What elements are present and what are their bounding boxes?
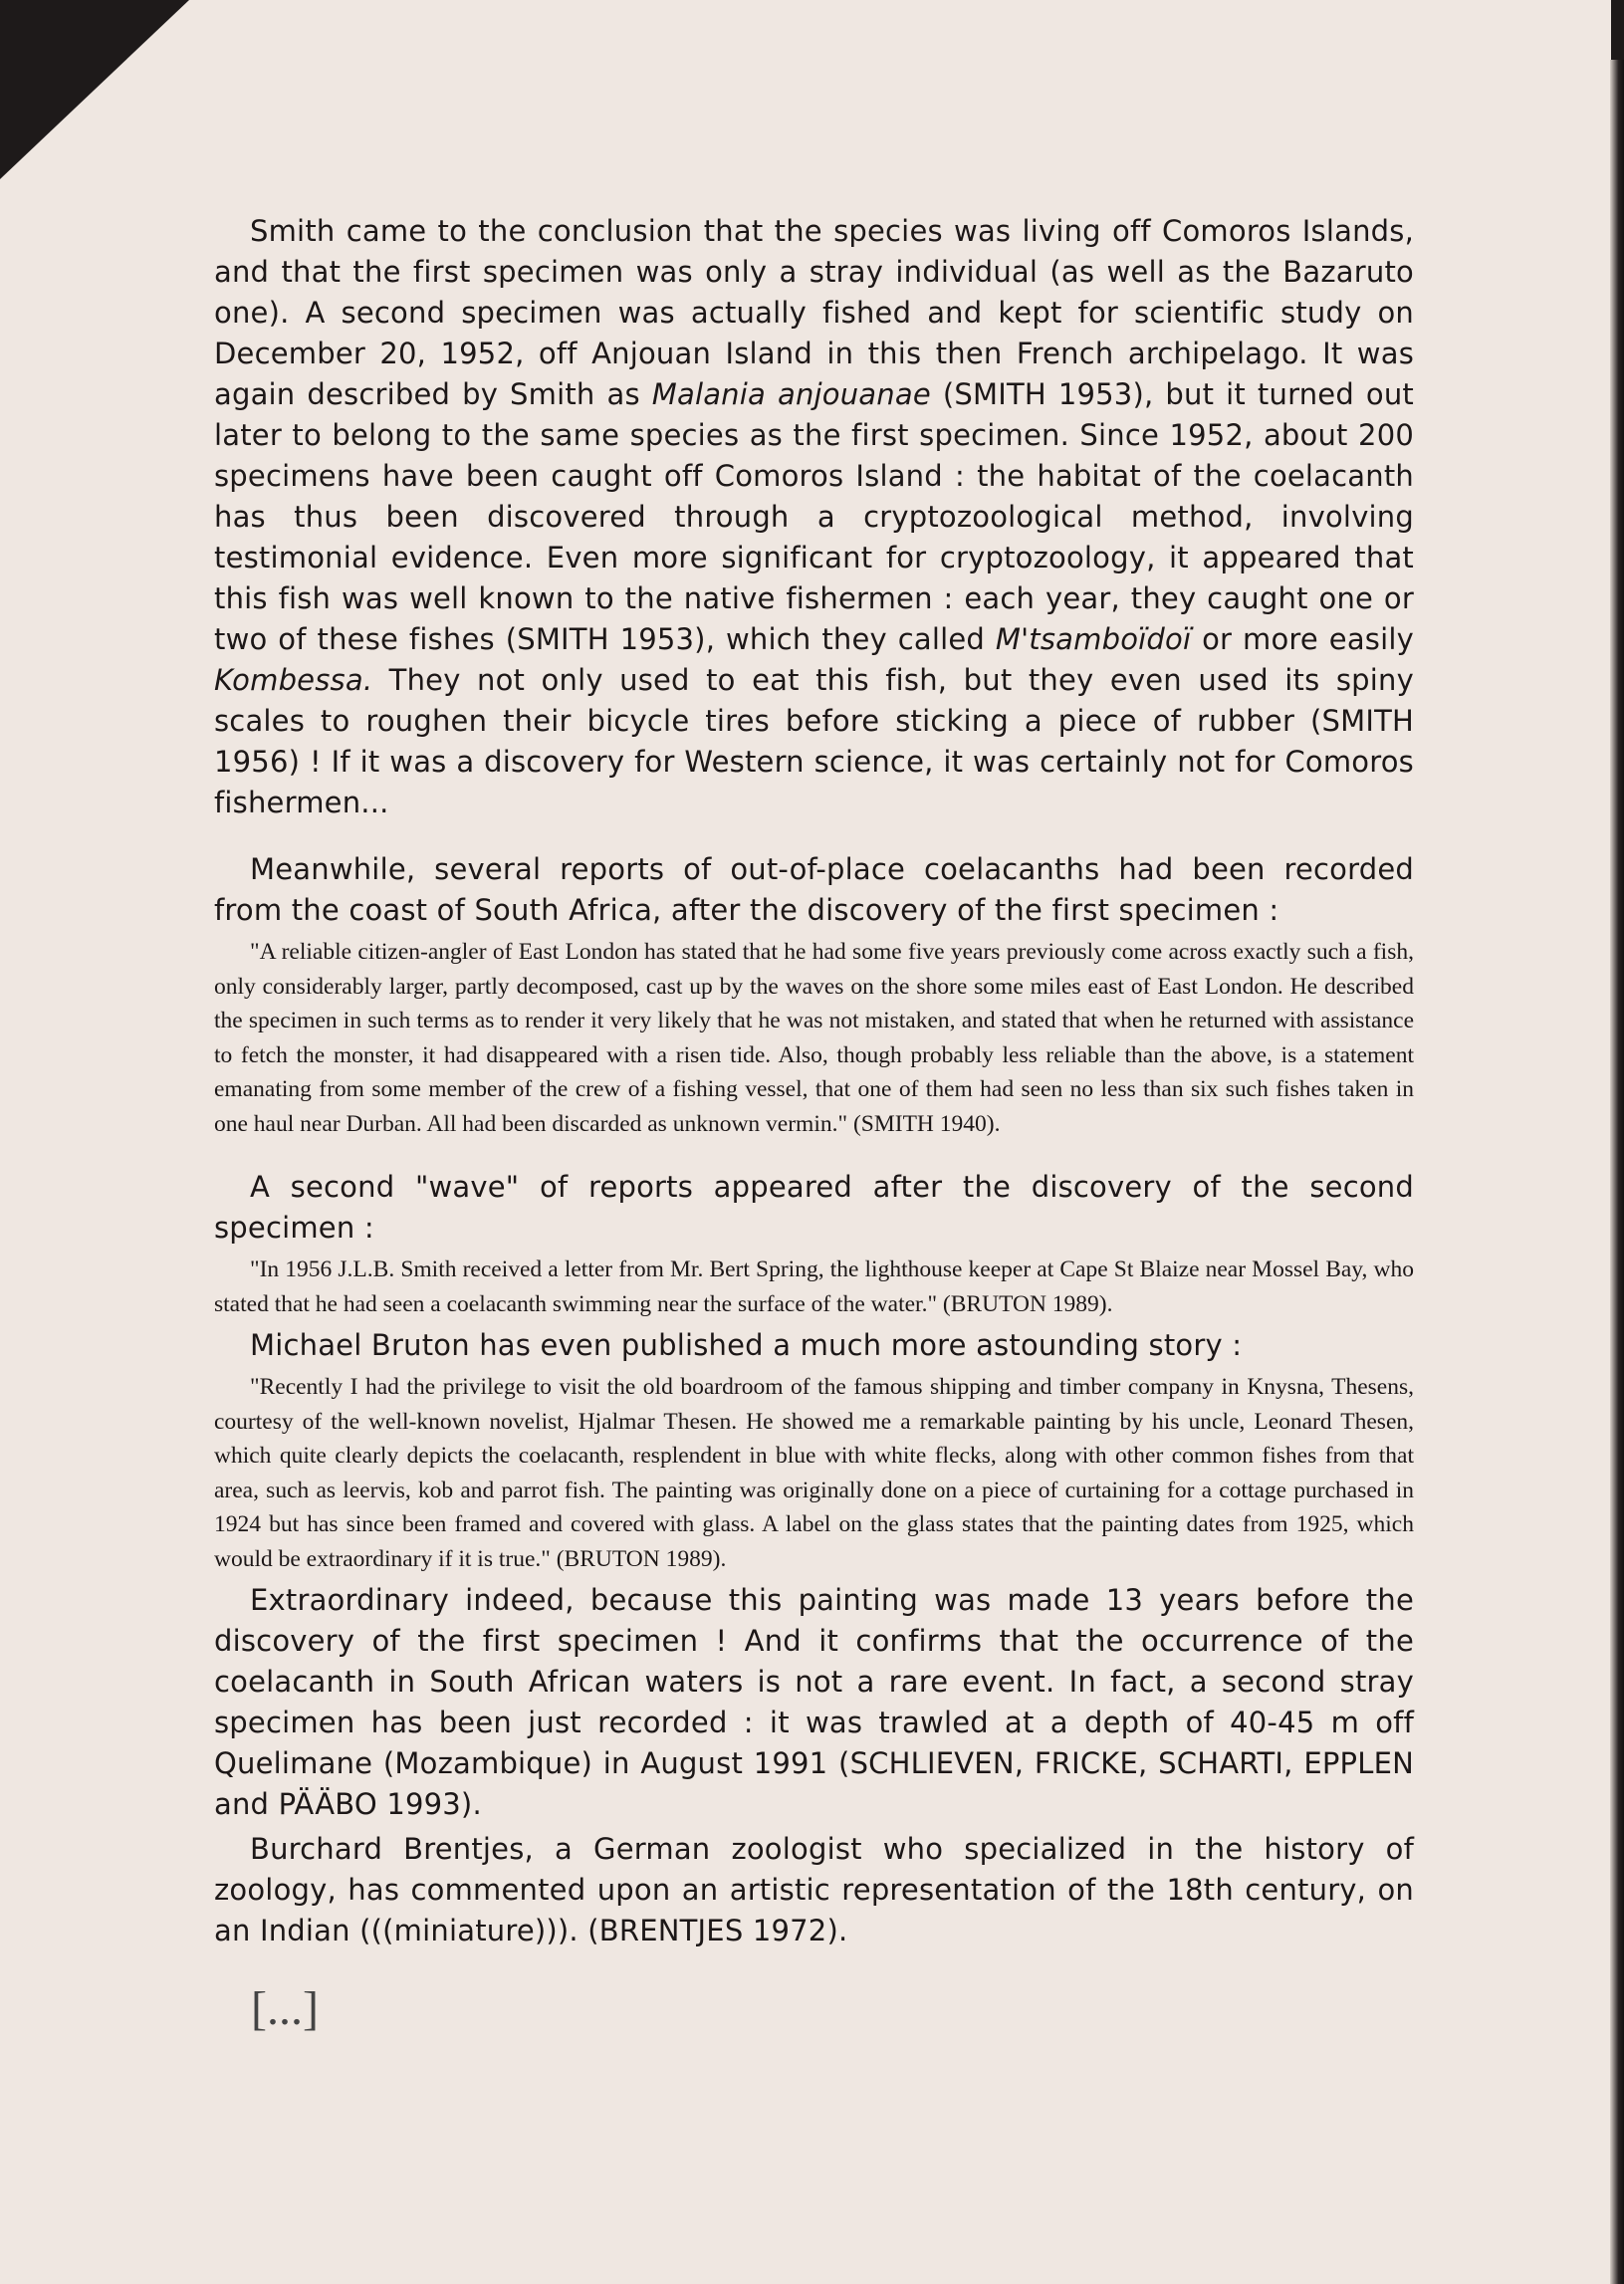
quote-bruton-painting bbox=[214, 1370, 1414, 1576]
text: Extraordinary indeed, because this painting was made 13 years before the discovery of the first specimen ! And it confirms that the occurrence of the coelacanth in South African waters is not a rare event. In fact, a second stray specimen has been just recorded : it was trawled at a depth of 40-45 m off Quelimane (Mozambique) in August 1991 (SCHLIEVEN, FRICKE, SCHARTI, EPPLEN and PÄÄBO 1993). bbox=[214, 1583, 1414, 1821]
quote-bruton-spring bbox=[214, 1253, 1414, 1321]
text: Burchard Brentjes, a German zoologist who specialized in the history of zoology, has commented upon an artistic representation of the 18th century, on an Indian (((miniature))). (BRENTJES 1972). bbox=[214, 1832, 1414, 1947]
text: (SMITH 1953), but it turned out later to belong to the same species as the first specimen. Since 1952, about 200 specimens have been caught off Comoros Island : the habitat of the coelacanth has thus been discovered through a cryptozoological method, involving testimonial evidence. Even more significant for cryptozoology, it appeared that this fish was well known to the native fishermen : each year, they caught one or two of these fishes (SMITH 1953), which they called bbox=[214, 377, 1415, 656]
text: Smith came to the conclusion that the species was living off Comoros Islands, and that the first specimen was only a stray individual (as well as the Bazaruto one). A second specimen was actually fished and kept for scientific study on December 20, 1952, off Anjouan Island in this then French archipelago. It was again described by Smith as bbox=[214, 214, 1414, 411]
text: Meanwhile, several reports of out-of-place coelacanths had been recorded from the coast of South Africa, after the discovery of the first specimen : bbox=[214, 852, 1414, 927]
native-name: M'tsamboïdoï bbox=[995, 622, 1192, 656]
native-name: Kombessa. bbox=[214, 663, 373, 697]
text: They not only used to eat this fish, but they even used its spiny scales to roughen their bicycle tires before sticking a piece of rubber (SMITH 1956) ! If it was a discovery for Western science, it was certainly not for Comoros fishermen... bbox=[214, 663, 1414, 819]
species-name: Malania anjouanae bbox=[651, 377, 931, 411]
text: "A reliable citizen-angler of East London has stated that he had some five years previously come across exactly such a fish, only considerably larger, partly decomposed, cast up by the waves on the shore some miles east of East London. He described the specimen in such terms as to render it very likely that he was not mistaken, and stated that when he returned with assistance to fetch the monster, it had disappeared with a risen tide. Also, though probably less reliable than the above, is a statement emanating from some member of the crew of a fishing vessel, that one of them had seen no less than six such fishes taken in one haul near Durban. All had been discarded as unknown vermin." (SMITH 1940). bbox=[214, 939, 1414, 1137]
paragraph-smith-conclusion bbox=[214, 211, 1414, 823]
text: Michael Bruton has even published a much more astounding story : bbox=[250, 1328, 1243, 1362]
text: or more easily bbox=[1191, 622, 1414, 656]
stacked-pages-edge bbox=[1610, 60, 1624, 2284]
paragraph-meanwhile bbox=[214, 849, 1414, 931]
text: A second "wave" of reports appeared after the discovery of the second specimen : bbox=[214, 1170, 1414, 1245]
paragraph-extraordinary bbox=[214, 1580, 1414, 1825]
handwritten-ellipsis-mark: [...] bbox=[251, 1982, 319, 2035]
paragraph-michael-bruton bbox=[214, 1325, 1414, 1366]
quote-smith-1940 bbox=[214, 935, 1414, 1141]
paragraph-brentjes bbox=[214, 1829, 1414, 1951]
text: "In 1956 J.L.B. Smith received a letter from Mr. Bert Spring, the lighthouse keeper at Cape St Blaize near Mossel Bay, who stated that he had seen a coelacanth swimming near the surface of the water." (BRUTON 1989). bbox=[214, 1256, 1414, 1317]
text: "Recently I had the privilege to visit the old boardroom of the famous shipping and timber company in Knysna, Thesens, courtesy of the well-known novelist, Hjalmar Thesen. He showed me a remarkable painting by his uncle, Leonard Thesen, which quite clearly depicts the coelacanth, resplendent in blue with white flecks, along with other common fishes from that area, such as leervis, kob and parrot fish. The painting was originally done on a piece of curtaining for a cottage purchased in 1924 but has since been framed and covered with glass. A label on the glass states that the painting dates from 1925, which would be extraordinary if it is true." (BRUTON 1989). bbox=[214, 1374, 1414, 1572]
paragraph-second-wave bbox=[214, 1167, 1414, 1249]
